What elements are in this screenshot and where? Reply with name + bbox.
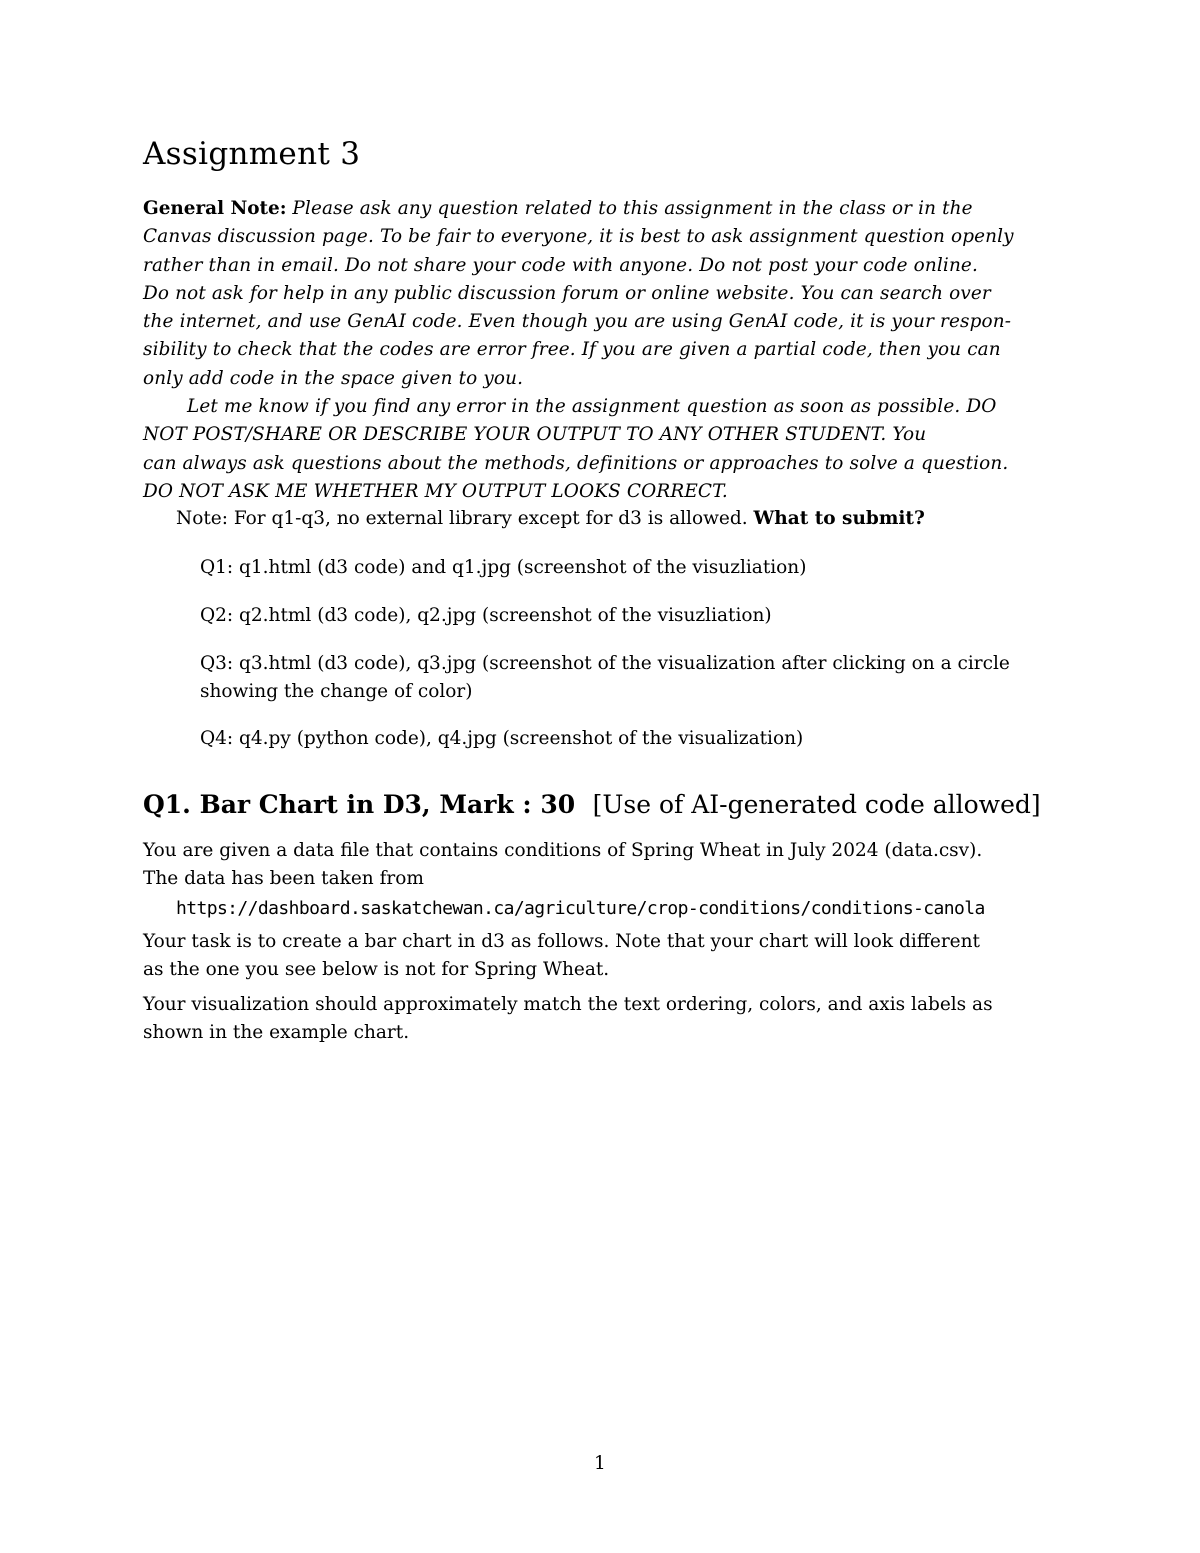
general-note-label: General Note: xyxy=(143,198,287,219)
q1-match-line-2: shown in the example chart. xyxy=(143,1022,410,1043)
data-source-link[interactable]: https://dashboard.saskatchewan.ca/agriculture/crop-conditions/conditions-canola xyxy=(176,898,985,919)
warning-line-3: can always ask questions about the methods, definitions or approaches to solve a question. xyxy=(143,452,1009,474)
submission-item-q4: Q4: q4.py (python code), q4.jpg (screenshot of the visualization) xyxy=(200,728,804,749)
page-number: 1 xyxy=(594,1453,606,1474)
submission-item-q2: Q2: q2.html (d3 code), q2.jpg (screenshot of the visuzliation) xyxy=(200,605,772,626)
q1-heading-main: Q1. Bar Chart in D3, Mark : 30 xyxy=(143,790,576,819)
general-note-line-2: Canvas discussion page. To be fair to everyone, it is best to ask assignment question openly xyxy=(143,226,1014,248)
page-title: Assignment 3 xyxy=(143,136,361,172)
general-note-line-1: General Note: Please ask any question related to this assignment in the class or in the xyxy=(143,198,973,219)
submission-item-q1: Q1: q1.html (d3 code) and q1.jpg (screenshot of the visuzliation) xyxy=(200,557,807,578)
general-note-line-7: only add code in the space given to you. xyxy=(143,367,524,389)
q1-intro-line-1: You are given a data file that contains conditions of Spring Wheat in July 2024 (data.csv). xyxy=(143,840,983,861)
submit-note xyxy=(176,508,925,529)
general-note-line-4: Do not ask for help in any public discussion forum or online website. You can search over xyxy=(143,282,991,304)
q1-intro-line-2: The data has been taken from xyxy=(143,868,424,889)
general-note xyxy=(143,195,1014,393)
warning-line-2: NOT POST/SHARE OR DESCRIBE YOUR OUTPUT TO ANY OTHER STUDENT. You xyxy=(143,424,927,446)
warning-paragraph xyxy=(143,393,1008,506)
q1-match-line-1: Your visualization should approximately match the text ordering, colors, and axis labels as xyxy=(143,994,993,1015)
q1-heading-suffix: [Use of AI-generated code allowed] xyxy=(592,790,1041,819)
warning-line-4: DO NOT ASK ME WHETHER MY OUTPUT LOOKS CORRECT. xyxy=(143,480,728,502)
submit-note-bold: What to submit? xyxy=(753,508,925,529)
submit-note-text: Note: For q1-q3, no external library except for d3 is allowed. xyxy=(176,508,748,529)
q1-task-line-2: as the one you see below is not for Spring Wheat. xyxy=(143,959,610,980)
submission-item-q3: Q3: q3.html (d3 code), q3.jpg (screenshot of the visualization after clicking on a circle xyxy=(200,653,1010,674)
general-note-line-6: sibility to check that the codes are error free. If you are given a partial code, then you can xyxy=(143,339,1001,361)
q1-heading xyxy=(143,790,1041,819)
general-note-line-3: rather than in email. Do not share your code with anyone. Do not post your code online. xyxy=(143,254,978,276)
submission-item-q3-cont: showing the change of color) xyxy=(200,681,473,702)
general-note-line-5: the internet, and use GenAI code. Even though you are using GenAI code, it is your respon- xyxy=(143,311,1012,333)
warning-line-1: Let me know if you find any error in the assignment question as soon as possible. DO xyxy=(187,396,997,417)
q1-task-line-1: Your task is to create a bar chart in d3 as follows. Note that your chart will look different xyxy=(143,931,980,952)
